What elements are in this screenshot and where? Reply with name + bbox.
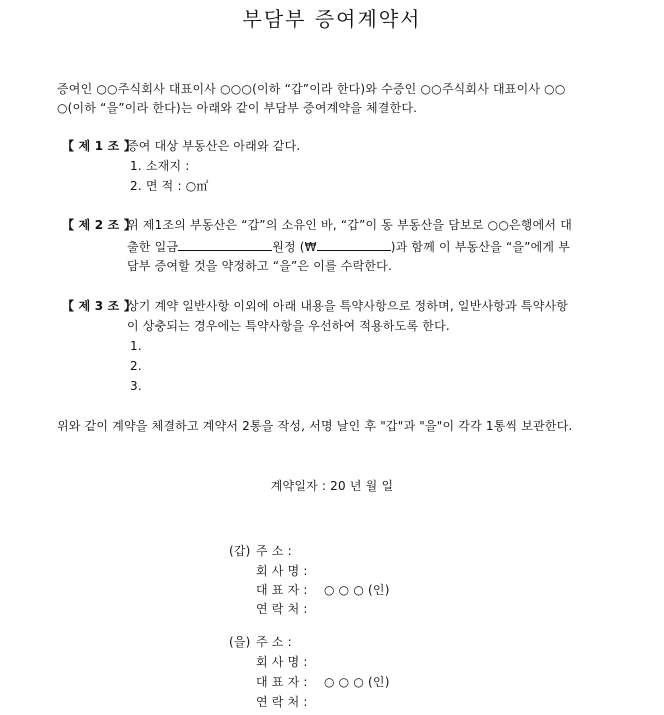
article-3-label: 【 제 3 조 】 xyxy=(62,299,137,313)
article-2-line-2 xyxy=(127,238,570,255)
article-1-text: 증여 대상 부동산은 아래와 같다. xyxy=(127,139,301,153)
special-term-item-3: 3. xyxy=(130,379,142,393)
article-1-item-area: 2. 면 적 : ○㎡ xyxy=(130,179,209,193)
closing-statement: 위와 같이 계약을 체결하고 계약서 2통을 작성, 서명 날인 후 "갑"과 "을"이 각각 1통씩 보관한다. xyxy=(57,419,573,433)
amount-numeric-blank[interactable] xyxy=(317,238,391,251)
article-2-label: 【 제 2 조 】 xyxy=(62,218,137,232)
party-b-tag: (을) xyxy=(229,635,251,649)
article-2-line-1: 위 제1조의 부동산은 “갑”의 소유인 바, “갑”이 동 부동산을 담보로 ○○은행에서 대 xyxy=(127,218,572,232)
article-3-line-1: 상기 계약 일반사항 이외에 아래 내용을 특약사항으로 정하며, 일반사항과 특약사항 xyxy=(127,299,569,313)
article-1-item-location: 1. 소재지 : xyxy=(130,159,190,173)
article-2-text-suffix: )과 함께 이 부동산을 “을”에게 부 xyxy=(390,240,571,254)
party-b-representative-value: ○ ○ ○ (인) xyxy=(324,675,390,689)
party-a-contact-label: 연 락 처 : xyxy=(256,602,308,616)
article-1-label: 【 제 1 조 】 xyxy=(62,139,137,153)
article-2-text-amount-prefix: 출한 일금 xyxy=(127,240,179,254)
article-2-text-won: 원정 (₩ xyxy=(272,240,317,254)
party-b-address-label: 주 소 : xyxy=(256,635,292,649)
special-term-item-1: 1. xyxy=(130,339,142,353)
party-a-representative-label: 대 표 자 : xyxy=(256,583,308,597)
document-title: 부담부 증여계약서 xyxy=(242,7,422,31)
article-2-line-3: 담부 증여할 것을 약정하고 “을”은 이를 수락한다. xyxy=(127,259,392,273)
party-b-company-label: 회 사 명 : xyxy=(256,655,308,669)
amount-korean-blank[interactable] xyxy=(178,238,272,251)
party-a-tag: (갑) xyxy=(229,544,251,558)
special-term-item-2: 2. xyxy=(130,359,142,373)
party-a-representative-value: ○ ○ ○ (인) xyxy=(324,583,390,597)
party-b-representative-label: 대 표 자 : xyxy=(256,675,308,689)
party-a-address-label: 주 소 : xyxy=(256,544,292,558)
party-a-company-label: 회 사 명 : xyxy=(256,564,308,578)
preamble-line-2: ○(이하 “을”이라 한다)는 아래와 같이 부담부 증여계약을 체결한다. xyxy=(57,101,418,115)
party-b-contact-label: 연 락 처 : xyxy=(256,695,308,709)
preamble-line-1: 증여인 ○○주식회사 대표이사 ○○○(이하 “갑”이라 한다)와 수증인 ○○주식회사 대표이사 ○○ xyxy=(57,82,566,96)
article-3-line-2: 이 상충되는 경우에는 특약사항을 우선하여 적용하도록 한다. xyxy=(127,319,450,333)
contract-date: 계약일자 : 20 년 월 일 xyxy=(270,479,394,493)
